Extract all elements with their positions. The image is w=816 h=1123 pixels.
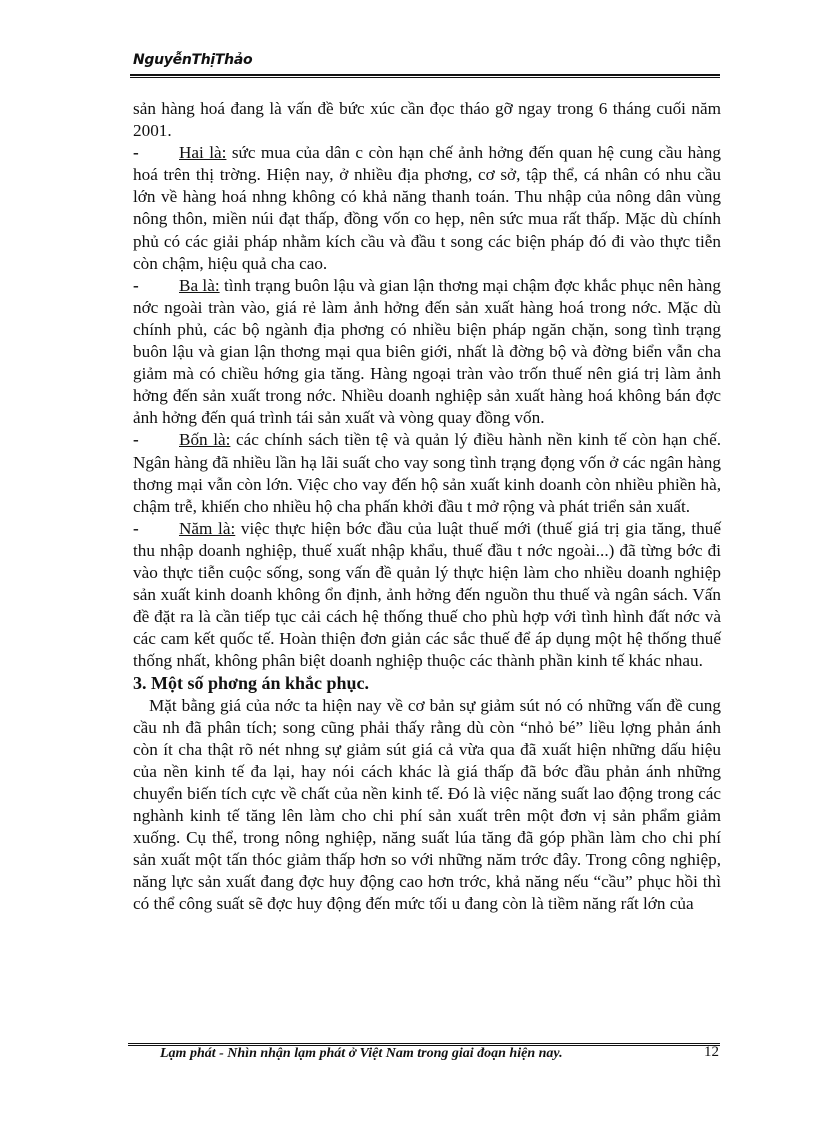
list-bullet: - <box>133 143 139 163</box>
list-bullet: - <box>133 518 139 538</box>
list-item-lead: Năm là: <box>179 518 236 538</box>
page-number: 12 <box>704 1044 719 1060</box>
list-item-text: tình trạng buôn lậu và gian lận thơng mại chậm đợc khắc phục nên hàng nớc ngoài tràn vào, giá rẻ làm ảnh hởng đến sản xuất hàng hoá trong nớc. Mặc dù chính phủ, các bộ ngành địa phơng có nhiều biện pháp ngăn chặn, song tình trạng buôn lậu và gian lận thơng mại qua biên giới, nhất là đờng bộ và đờng biển vẫn cha giảm mà có chiều hớng gia tăng. Hàng ngoại tràn vào trốn thuế nên giá trị làm ảnh hởng đến sản xuất trong nớc. Nhiều doanh nghiệp sản xuất hàng hoá không bán đợc ảnh hởng đến quá trình tái sản xuất và vòng quay đồng vốn. <box>133 275 721 428</box>
list-item-text: sức mua của dân c còn hạn chế ảnh hởng đến quan hệ cung cầu hàng hoá trên thị trờng. Hiện nay, ở nhiều địa phơng, cơ sở, tập thể, cá nhân có nhu cầu lớn về hàng hoá nhng không có khả năng thanh toán. Thu nhập của nông dân vùng nông thôn, miền núi đạt thấp, đồng vốn co hẹp, nên sức mua rất thấp. Mặc dù chính phủ có các giải pháp nhằm kích cầu và đầu t song các biện pháp đó đi vào thực tiễn còn chậm, hiệu quả cha cao. <box>133 143 721 273</box>
list-item-lead: Ba là: <box>179 275 220 295</box>
list-item <box>133 275 721 430</box>
list-item-text: việc thực hiện bớc đầu của luật thuế mới (thuế giá trị gia tăng, thuế thu nhập doanh nghiệp, thuế xuất nhập khẩu, thuế đầu t nớc ngoài...) đã từng bớc đi vào thực tiễn cuộc sống, song vấn đề quản lý thực hiện làm cho nhiều doanh nghiệp sản xuất kinh doanh không ổn định, ảnh hởng đến nguồn thu thuế và ngân sách. Vấn đề đặt ra là cần tiếp tục cải cách hệ thống thuế cho phù hợp với tình hình đất nớc và các cam kết quốc tế. Hoàn thiện đơn giản các sắc thuế để áp dụng một hệ thống thuế thống nhất, không phân biệt doanh nghiệp thuộc các thành phần kinh tế khác nhau. <box>133 518 721 671</box>
header-rule <box>130 74 720 78</box>
list-bullet: - <box>133 275 139 295</box>
list-item-lead: Bốn là: <box>179 430 231 450</box>
list-item-text: các chính sách tiền tệ và quản lý điều hành nền kinh tế còn hạn chế. Ngân hàng đã nhiều lần hạ lãi suất cho vay song tình trạng đọng vốn ở các ngân hàng thơng mại vẫn còn lớn. Việc cho vay đến hộ sản xuất kinh doanh còn nhiều phiền hà, chậm trễ, khiến cho nhiều hộ cha phấn khởi đầu t mở rộng và phát triển sản xuất. <box>133 430 721 516</box>
list-item-lead: Hai là: <box>179 143 227 163</box>
list-item <box>133 142 721 275</box>
list-item <box>133 429 721 517</box>
intro-paragraph: sản hàng hoá đang là vấn đề bức xúc cần đọc tháo gỡ ngay trong 6 tháng cuối năm 2001. <box>133 99 721 141</box>
list-item <box>133 518 721 673</box>
section-paragraph: Mặt bằng giá của nớc ta hiện nay về cơ bản sự giảm sút nó có những vấn đề cung cầu nh đã phân tích; song cũng phải thấy rằng dù còn “nhỏ bé” liều lợng phản ánh còn ít cha thật rõ nét nhng sự giảm sút giá cả vừa qua đã xuất hiện những dấu hiệu của nền kinh tế đa lại, hay nói cách khác là giá thấp đã bớc đầu phản ánh những chuyển biến tích cực về chất của nền kinh tế. Đó là việc năng suất lao động trong các nghành kinh tế tăng lên làm cho chi phí sản xuất trên một đơn vị sản phẩm giảm xuống. Cụ thể, trong nông nghiệp, năng suất lúa tăng đã góp phần làm cho chi phí sản xuất một tấn thóc giảm thấp hơn so với những năm trớc đây. Trong công nghiệp, năng lực sản xuất đang đợc huy động cao hơn trớc, khả năng nếu “cầu” phục hồi thì có thể công suất sẽ đợc huy động đến mức tối u đang còn là tiềm năng rất lớn của <box>133 695 721 914</box>
section-heading: 3. Một số phơng án khắc phục. <box>133 673 370 694</box>
header-author: NguyễnThịThảo <box>133 52 253 68</box>
footer-title: Lạm phát - Nhìn nhận lạm phát ở Việt Nam trong giai đoạn hiện nay. <box>160 1046 563 1061</box>
document-body <box>133 98 721 915</box>
list-bullet: - <box>133 430 139 450</box>
